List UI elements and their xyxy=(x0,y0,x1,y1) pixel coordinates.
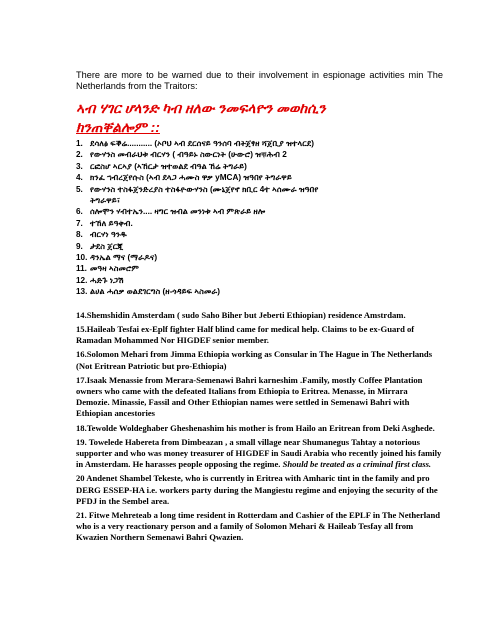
list-item-number: 10. xyxy=(76,253,88,263)
list-item-text: የውሃንስ መብራህቱ ብርሃን ( ብዓይኑ ስውርነት (ሁውሮ) ዝቑሕብ 2 xyxy=(90,150,287,160)
heading-line-2: ክንጠቐልሎም :: xyxy=(76,119,160,135)
list-item-number: 9. xyxy=(76,241,83,251)
list-item xyxy=(76,172,443,183)
list-item-text: ብርሃነ ዓንዱ xyxy=(90,230,127,240)
list-item-number: 7. xyxy=(76,218,83,228)
list-item xyxy=(76,195,443,206)
entry-text: 18.Tewolde Woldeghaber Gheshenashim his mother is from Hailo an Eritrean from Deki Asghede. xyxy=(76,422,435,433)
entry-paragraph xyxy=(76,349,443,371)
list-item-text: ትግራዋይ፣ xyxy=(90,196,121,206)
list-item xyxy=(76,161,443,172)
list-item-number: 1. xyxy=(76,139,83,148)
list-item-number: 8. xyxy=(76,230,83,240)
list-item xyxy=(76,286,443,297)
list-item-text: ሓድጉ ነጋሽ xyxy=(90,275,124,285)
list-item xyxy=(76,263,443,274)
list-item-text: መዓዛ ኣስመሮም xyxy=(90,264,140,274)
list-item xyxy=(76,275,443,286)
list-item xyxy=(76,241,443,252)
list-item xyxy=(76,229,443,240)
list-item-text: ልሀል ሓሰቃ ወልደገርግስ (ዘ-ጎዳይፍ ኣስመራ) xyxy=(90,287,220,297)
entry-paragraph xyxy=(76,437,443,471)
list-item-number: 5. xyxy=(76,184,83,194)
list-item-number: 3. xyxy=(76,161,83,171)
list-item xyxy=(76,206,443,217)
list-item-text: ሰሎሞን ሃብተኤን.... ዛግር ዝብል መንነቱ ኣብ ምጽራይ ዘሎ xyxy=(90,207,266,217)
entry-text: 20 Andenet Shambel Tekeste, who is currently in Eritrea with Amharic tint in the family and pro DERG ESSEP-HA i.e. workers party during the Mangiestu regime and enjoying the security of the PFDJ in the Sembel area. xyxy=(76,473,438,506)
list-item-number: 12. xyxy=(76,275,88,285)
list-item xyxy=(76,252,443,263)
list-item-number: 13. xyxy=(76,287,88,297)
list-item-text: ርፎስሆ ኣርኣያ (ኣኸርታ ዝተወልደ ብዓል ኸሬ ትግራይ) xyxy=(90,161,247,171)
intro-text: There are more to be warned due to their involvement in espionage activities min The Netherlands from the Traitors: xyxy=(76,70,443,91)
entry-text: 14.Shemshidin Amsterdam ( sudo Saho Biher but Jeberti Ethiopian) residence Amstrdam. xyxy=(76,309,406,320)
entry-text: 19. Towelede Habereta from Dimbeazan , a small village near Shumanegus Tahtay a notorious supporter and who was money treasurer of HIGDEF in Saudi Arabia who recently joined his family in Amsterdam. He harasses people opposing the regime. xyxy=(76,436,442,470)
entry-text: 17.Isaak Menassie from Merara-Semenawi Bahri karneshim .Family, mostly Coffee Plantation owners who came with the defeated Italians from Ethiopia to Eritrea. Menasse, in Mirrara Demozie. Minassie, Fassil and Other Ethiopian names were settled in Semenawi Bahri with Ethiopian ancestories xyxy=(76,374,423,419)
list-item xyxy=(76,218,443,229)
list-item-text: ደሳለፅ ፍቕሬ........... (ኦቦህ ኣብ ደርሰናይ ዓንሰባ ብትጀፃዘ ሻጀቢያ ዝተላርደ) xyxy=(90,139,314,148)
list-item xyxy=(76,184,443,195)
list-item xyxy=(76,149,443,160)
list-item-number: 6. xyxy=(76,207,83,217)
amharic-name-list xyxy=(76,138,443,298)
english-entries xyxy=(76,310,443,544)
list-item-number: 2. xyxy=(76,150,83,160)
list-item-number: 11. xyxy=(76,264,87,274)
list-item xyxy=(76,138,443,149)
entry-emphasis: Should be treated as a criminal first class. xyxy=(282,459,432,470)
heading-line-1: ኣብ ሃገር ሆላንድ ካብ ዘለው ንመፍላዮን መወከሲን xyxy=(76,100,326,116)
entry-paragraph xyxy=(76,423,443,434)
entry-paragraph xyxy=(76,375,443,420)
entry-paragraph xyxy=(76,473,443,507)
list-item-text: የውሃንስ ተስፋጀንድረያስ ተስፋዮውሃንስ (ሙኒጀየኖ ክቢር 4ተ ኣሰሙራ ዝዓበየ xyxy=(90,184,319,194)
entry-paragraph xyxy=(76,324,443,346)
entry-text: 15.Haileab Tesfai ex-Eplf fighter Half blind came for medical help. Claims to be ex-Guard of Ramadan Mohammed Nor HIGDEF senior member. xyxy=(76,323,415,346)
list-item-text: ክንፈ ኀብረጀየሱስ (ኣብ ደላጋ ሓሙስ ዋቃ yMCA) ዝዓበየ ትግራዋይ xyxy=(90,173,292,183)
entry-paragraph xyxy=(76,310,443,321)
list-item-text: ዳንኤል ማና (ማራዶና) xyxy=(90,253,158,263)
entry-text: 21. Fitwe Mehreteab a long time resident in Rotterdam and Cashier of the EPLF in The Netherland who is a very reactionary person and a family of Solomon Mehari & Haileab Tesfay all from Kwazien Northern Semenawi Bahri Qwazien. xyxy=(76,509,441,543)
list-item-number: 4. xyxy=(76,173,83,183)
list-item-text: ታደስ ጀርጂ xyxy=(90,241,124,251)
entry-text: 16.Solomon Mehari from Jimma Ethiopia working as Consular in The Hague in The Netherlands (Not Eritrean Patriotic but pro-Ethiopia) xyxy=(76,349,433,371)
entry-paragraph xyxy=(76,510,443,544)
list-item-text: ተኸለ ይዓቀብ. xyxy=(90,218,133,228)
